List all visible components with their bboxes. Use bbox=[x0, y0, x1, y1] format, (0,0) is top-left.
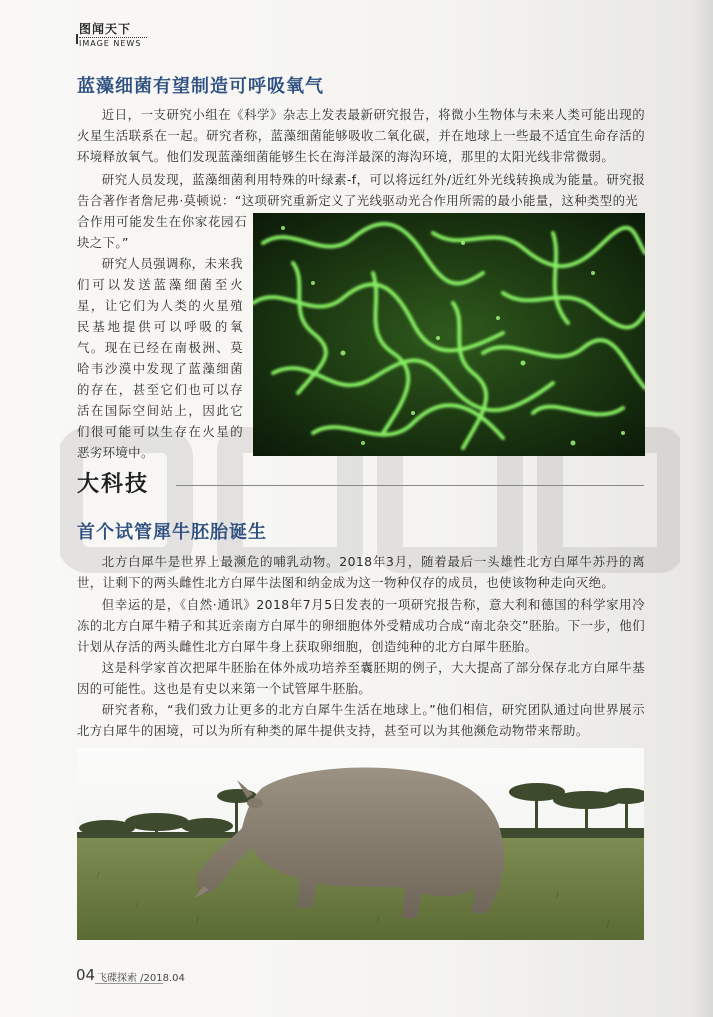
rhino-photo bbox=[77, 748, 644, 940]
section-rule bbox=[176, 485, 644, 486]
article1-title: 蓝藻细菌有望制造可呼吸氧气 bbox=[77, 76, 324, 97]
column-subtitle: IMAGE NEWS bbox=[79, 39, 142, 48]
cyanobacteria-micrograph bbox=[253, 213, 645, 456]
article2-paragraph-2: 但幸运的是，《自然·通讯》2018年7月5日发表的一项研究报告称，意大利和德国的科学家用冷冻的北方白犀牛精子和其近亲南方白犀牛的卵细胞体外受精成功合成“南北杂交”胚胎。下一步，他们计划从存活的两头雌性北方白犀牛身上获取卵细胞，创造纯种的北方白犀牛胚胎。 bbox=[77, 597, 645, 654]
article2-paragraph-4: 研究者称，“我们致力让更多的北方白犀牛生活在地球上。”他们相信，研究团队通过向世界展示北方白犀牛的困境，可以为所有种类的犀牛提供支持，甚至可以为其他濒危动物带来帮助。 bbox=[77, 702, 645, 738]
article1-paragraph-1: 近日，一支研究小组在《科学》杂志上发表最新研究报告，将微小生物体与未来人类可能出现的火星生活联系在一起。研究者称，蓝藻细菌能够吸收二氧化碳，并在地球上一些最不适宜生命存活的环境释放氧气。他们发现蓝藻细菌能够生长在海洋最深的海沟环境，那里的太阳光线非常微弱。 bbox=[77, 107, 645, 164]
header-divider bbox=[79, 37, 147, 38]
column-title: 图闻天下 bbox=[79, 22, 132, 36]
section-heading: 大科技 bbox=[77, 472, 150, 497]
magazine-issue: 飞碟探索 /2018.04 bbox=[97, 973, 185, 984]
header-tick bbox=[76, 34, 78, 44]
article2-title: 首个试管犀牛胚胎诞生 bbox=[77, 522, 267, 543]
column-header bbox=[79, 22, 149, 49]
article1-paragraph-2: 研究人员发现，蓝藻细菌利用特殊的叶绿素-f，可以将远红外/近红外光线转换成为能量。研究报告合著作者詹尼弗·莫顿说：“这项研究重新定义了光线驱动光合作用所需的最小能量，这种类型的光 bbox=[77, 172, 645, 208]
article2-paragraph-3: 这是科学家首次把犀牛胚胎在体外成功培养至囊胚期的例子，大大提高了部分保存北方白犀牛基因的可能性。这也是有史以来第一个试管犀牛胚胎。 bbox=[77, 660, 645, 696]
page-number: 04 bbox=[76, 966, 96, 984]
footer-rule bbox=[95, 983, 163, 984]
article1-paragraph-3: 研究人员强调称，未来我们可以发送蓝藻细菌至火星，让它们为人类的火星殖民基地提供可以呼吸的氧气。现在已经在南极洲、莫哈韦沙漠中发现了蓝藻细菌的存在，甚至它们也可以存活在国际空间站上，因此它们很可能可以生存在火星的恶劣环境中。 bbox=[77, 256, 243, 460]
article2-paragraph-1: 北方白犀牛是世界上最濒危的哺乳动物。2018年3月，随着最后一头雄性北方白犀牛苏丹的离世，让剩下的两头雌性北方白犀牛法图和纳金成为这一物种仅存的成员，也使该物种走向灭绝。 bbox=[77, 554, 645, 590]
article1-paragraph-2-cont: 合作用可能发生在你家花园石块之下。” bbox=[77, 214, 247, 250]
